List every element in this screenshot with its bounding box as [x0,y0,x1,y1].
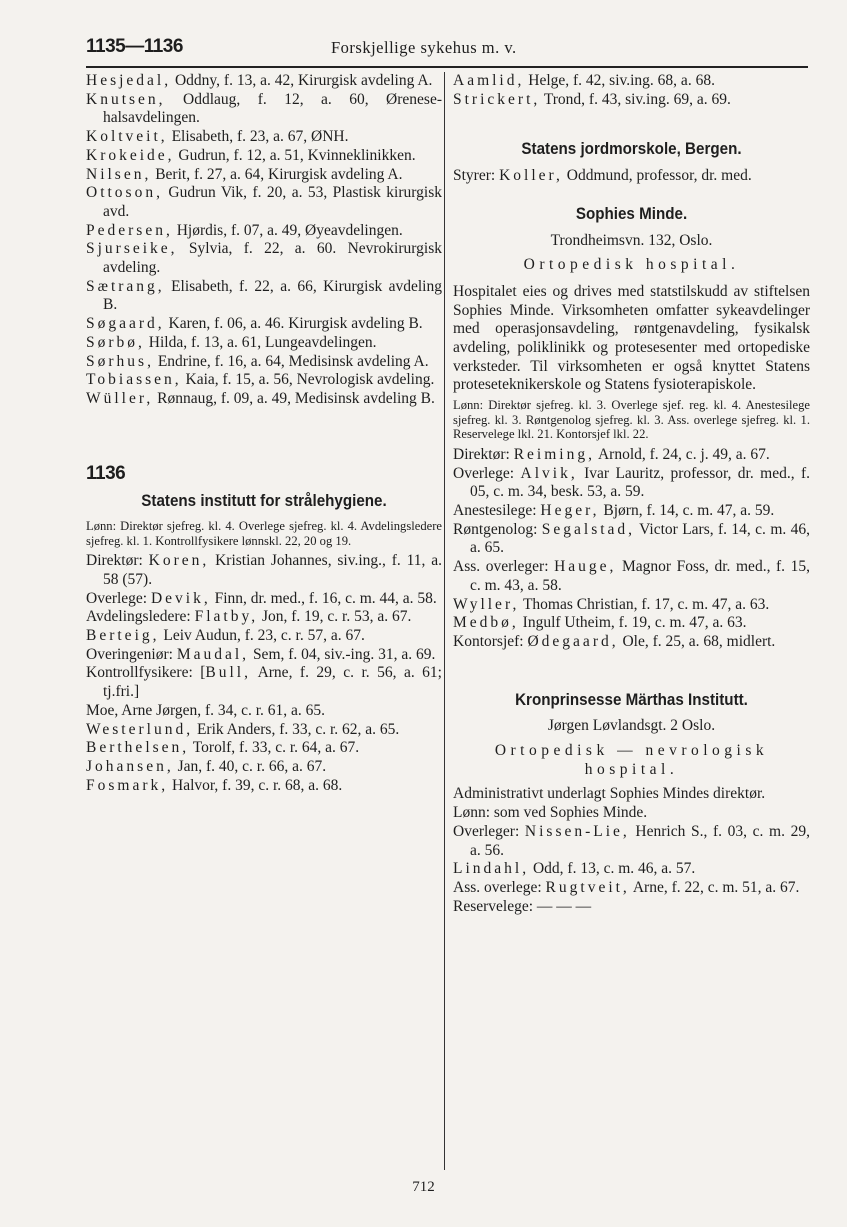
sophies-staff-list [453,446,810,652]
staff-entry [453,823,810,860]
martha-institute-title: Kronprinsesse Märthas Institutt. [515,690,748,709]
entry-surname: Johansen, [86,757,174,775]
entry-details: Henrich S., f. 03, c. m. 29, a. 56. [470,822,810,859]
entry-role: Kontorsjef: [453,632,528,650]
entry-surname: Maudal, [176,645,250,663]
staff-entry [453,465,810,502]
entry-role: Overlege: [453,464,521,482]
salary-note: Lønn: Direktør sjefreg. kl. 4. Overlege sjefreg. kl. 4. Avdelingsledere sjefreg. kl. 1. Kontrollfysikere lønnskl. 22, 20 og 19. [86,519,442,548]
entry-surname: Lindahl, [453,860,530,878]
entry-details: Arne, f. 29, c. r. 56, a. 61; tj.fri.] [103,664,442,701]
list-item [86,240,442,277]
entry-role: Overleger: [453,822,525,840]
staff-entry [86,552,442,589]
staff-entry [86,608,442,627]
left-column [86,72,442,795]
entry-role: Avdelingsledere: [86,608,195,626]
entry-surname: Nissen-Lie, [524,822,630,840]
entry-role: Overingeniør: [86,645,177,663]
sophies-salary-note: Lønn: Direktør sjefreg. kl. 3. Overlege sjef. reg. kl. 4. Anestesilege sjefreg. kl. 3. Røntgenolog sjefreg. kl. 3. Ass. overlege sjefreg. kl. 1. Reservelege lkl. 21. Kontorsjef lkl. 22. [453,398,810,442]
entry-details: Magnor Foss, dr. med., f. 15, c. m. 43, a. 58. [470,558,810,594]
page-number: 1135—1136 [86,36,183,57]
entry-surname: Tobiassen, [86,371,182,389]
entry-details: Finn, dr. med., f. 16, c. m. 44, a. 58. [210,589,437,607]
staff-entry [86,777,442,796]
staff-list [86,552,442,795]
staff-entry [453,502,810,521]
entry-details: Endrine, f. 16, a. 64, Medisinsk avdeling A. [153,352,429,370]
entry-surname: Reiming, [513,445,595,463]
entry-details: Sylvia, f. 22, a. 60. Nevrokirurgisk avdeling. [103,240,442,277]
staff-entry [86,758,442,777]
entry-surname: Koren, [148,552,210,570]
entry-details: Oddny, f. 13, a. 42, Kirurgisk avdeling A. [171,72,433,89]
entry-details: Erik Anders, f. 33, c. r. 62, a. 65. [193,720,400,738]
entry-surname: Sørhus, [86,352,154,370]
list-item [453,72,810,91]
list-item [86,222,442,241]
entry-details: Arnold, f. 24, c. j. 49, a. 67. [594,445,770,463]
entry-surname: Wüller, [86,389,154,407]
martha-admin-note: Administrativt underlagt Sophies Mindes direktør. [453,785,766,803]
entry-details: Leiv Audun, f. 23, c. r. 57, a. 67. [159,627,365,645]
entry-surname: Strickert, [453,90,541,108]
entry-details: Torolf, f. 33, c. r. 64, a. 67. [189,739,360,757]
entry-details: Hilda, f. 13, a. 61, Lungeavdelingen. [144,333,377,351]
entry-surname: Heger, [540,502,600,520]
entry-role: Røntgenolog: [453,520,542,538]
entry-surname: Pedersen, [86,221,173,239]
entry-details: Helge, f. 42, siv.ing. 68, a. 68. [524,72,715,89]
entry-surname: Wyller, [453,595,520,613]
list-item [86,315,442,334]
entry-surname: Søgaard, [86,315,165,333]
entry-surname: Ottoson, [86,184,163,202]
list-item [86,72,442,91]
martha-institute-address: Jørgen Løvlandsgt. 2 Oslo. [547,717,716,735]
staff-entry [453,614,810,633]
entry-surname: Segalstad, [541,520,636,538]
list-item [86,371,442,390]
entry-role: Ass. overlege: [453,878,546,896]
martha-institute-subtitle: Ortopedisk — nevrologisk hospital. [494,742,769,778]
entry-surname: Alvik, [520,464,578,482]
entry-details: Ivar Lauritz, professor, dr. med., f. 05, c. m. 34, besk. 53, a. 59. [470,464,811,501]
entry-surname: Westerlund, [86,720,194,738]
list-item [86,278,442,315]
entry-details: Gudrun, f. 12, a. 51, Kvinneklinikken. [174,146,416,164]
staff-entry [86,664,442,701]
entry-surname: Berthelsen, [86,739,190,757]
jordmorskole-title: Statens jordmorskole, Bergen. [521,140,742,159]
entry-role: Direktør: [453,445,514,463]
entry-details: Jon, f. 19, c. r. 53, a. 67. [258,608,412,626]
entry-details: Elisabeth, f. 22, a. 66, Kirurgisk avdeling B. [103,277,442,314]
entry-surname: Aamlid, [453,72,525,89]
entry-details: Bjørn, f. 14, c. m. 47, a. 59. [599,502,775,520]
entry-surname: Sjurseike, [86,240,178,258]
entry-details: Ole, f. 25, a. 68, midlert. [618,632,776,650]
staff-entry [86,646,442,665]
entry-surname: Ødegaard, [527,632,619,650]
list-item [86,184,442,221]
entry-details: Sem, f. 04, siv.-ing. 31, a. 69. [249,645,436,663]
jordmorskole-director: Styrer: Koller, Oddmund, professor, dr. med. [453,167,752,185]
entry-role: Direktør: [86,552,149,570]
entry-details: Ingulf Utheim, f. 19, c. m. 47, a. 63. [518,614,747,632]
entry-details: Hjørdis, f. 07, a. 49, Øyeavdelingen. [172,221,403,239]
list-item [453,91,810,110]
right-column [453,72,810,916]
entry-surname: Medbø, [453,614,519,632]
entry-details: — — — [536,897,592,915]
entry-surname: Nilsen, [86,165,152,183]
engineer-list [453,72,810,109]
entry-surname: Krokeide, [86,146,175,164]
staff-entry [453,558,810,595]
sophies-minde-subtitle: Ortopedisk hospital. [523,256,740,274]
list-item [86,128,442,147]
staff-entry [86,739,442,758]
sophies-minde-description: Hospitalet eies og drives med statstilskudd av stiftelsen Sophies Minde. Virksomheten omfatter sykeavdelinger med operasjonsavdeling, røntgenavdeling, fysikalsk avdeling, poliklinikk og protesesenter med ortopediske verksteder. Til virksomheten er også knyttet Statens proteseteknikerskole og Statens fysioterapiskole. [453,282,810,394]
staff-entry [453,596,810,615]
entry-role: Anestesilege: [453,502,541,520]
staff-entry [453,521,810,558]
entry-details: Thomas Christian, f. 17, c. m. 47, a. 63. [519,595,770,613]
header-rule [86,66,808,68]
section-title: Statens institutt for strålehygiene. [141,492,387,511]
staff-entry [453,860,810,879]
entry-details: Karen, f. 06, a. 46. Kirurgisk avdeling B. [164,315,423,333]
entry-details: Moe, Arne Jørgen, f. 34, c. r. 61, a. 65. [86,701,326,719]
staff-entry [86,590,442,609]
entry-surname: Koltveit, [86,128,168,146]
entry-surname: Fosmark, [86,776,169,794]
entry-surname: Berteig, [86,627,160,645]
entry-surname: Knutsen, [86,90,166,108]
entry-details: Kristian Johannes, siv.ing., f. 11, a. 58 (57). [103,552,442,588]
entry-surname: Flatby, [194,608,259,626]
entry-details: Elisabeth, f. 23, a. 67, ØNH. [167,128,349,146]
entry-details: Trond, f. 43, siv.ing. 69, a. 69. [540,90,731,108]
entry-role: Kontrollfysikere: [ [86,664,206,682]
staff-entry [453,446,810,465]
folio: 712 [412,1179,435,1195]
entry-surname: Sætrang, [86,277,165,295]
martha-staff-list [453,823,810,917]
entry-role: Reservelege: [453,897,537,915]
entry-details: Arne, f. 22, c. m. 51, a. 67. [629,878,800,896]
nurse-list [86,72,442,409]
staff-entry [453,879,810,898]
entry-surname: Hauge, [554,558,617,576]
list-item [86,390,442,409]
list-item [86,147,442,166]
entry-surname: Sørbø, [86,333,145,351]
staff-entry [453,898,810,917]
list-item [86,166,442,185]
staff-entry [86,721,442,740]
sophies-minde-title: Sophies Minde. [575,204,688,223]
entry-details: Halvor, f. 39, c. r. 68, a. 68. [168,776,343,794]
entry-details: Berit, f. 27, a. 64, Kirurgisk avdeling A. [151,165,403,183]
page-header [86,36,808,62]
column-divider [444,72,445,1170]
staff-entry [453,633,810,652]
entry-details: Jan, f. 40, c. r. 66, a. 67. [173,757,327,775]
entry-surname: Devik, [150,589,211,607]
list-item [86,353,442,372]
entry-details: Kaia, f. 15, a. 56, Nevrologisk avdeling. [181,371,435,389]
staff-entry [86,627,442,646]
entry-surname: Bull, [205,664,251,682]
entry-surname: Hesjedal, [86,72,172,89]
entry-role: Ass. overleger: [453,558,555,576]
entry-details: Oddlaug, f. 12, a. 60, Ørenese-halsavdelingen. [103,90,442,127]
entry-surname: Rugtveit, [545,878,630,896]
list-item [86,334,442,353]
sophies-minde-address: Trondheimsvn. 132, Oslo. [550,231,713,249]
entry-details: Gudrun Vik, f. 20, a. 53, Plastisk kirurgisk avd. [103,184,442,220]
staff-entry [86,702,442,721]
entry-details: Rønnaug, f. 09, a. 49, Medisinsk avdeling B. [153,389,435,407]
list-item [86,91,442,128]
entry-role: Overlege: [86,589,151,607]
martha-salary: Lønn: som ved Sophies Minde. [453,804,648,822]
running-title: Forskjellige sykehus m. v. [331,38,517,57]
entry-details: Victor Lars, f. 14, c. m. 46, a. 65. [470,520,811,557]
section-number: 1136 [86,462,126,484]
entry-details: Odd, f. 13, c. m. 46, a. 57. [529,860,696,878]
